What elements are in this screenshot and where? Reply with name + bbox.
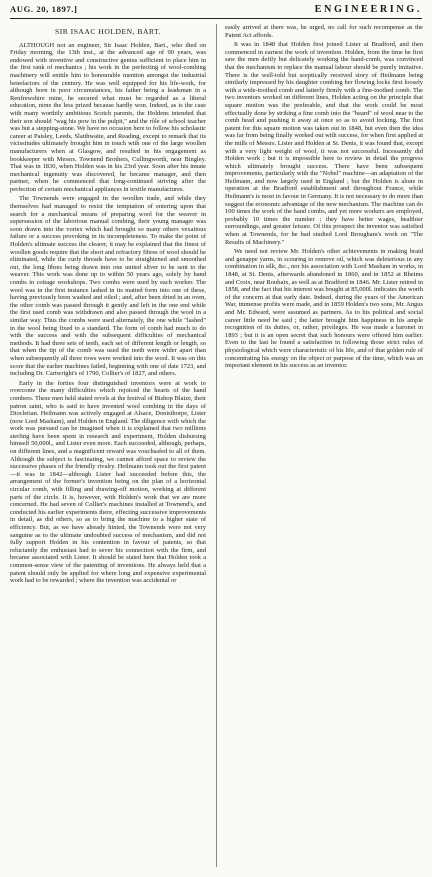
- page-header: [10, 4, 422, 18]
- column-divider: [216, 24, 217, 867]
- paragraph: The Townends were engaged in the woollen trade, and while they themselves had managed to resist the temptation of entering upon that search for a mechanical means of preparing wool for the weaver in supersession of the laborious manual combing, their young manager was soon drawn into the vortex which had brought so many others vexatious failure or a success provoking in its incompleteness. To make the point of Holden's ultimate success the clearer, it may be explained that the finest of woollen goods require that the short and refractory fibres of wool should be eliminated, while the curly threads have to be straightened and smoothed out, the long fibres being drawn into one united sliver to be sent to the weaver. This work was done up to within 50 years ago, solely by hand combs in cottage workshops. Two combs were used by each worker. The wool was in the first instance lashed in its matted form into one of these, having previously been washed and oiled ; and, after been dried in an oven, the other comb was passed through it gently and left in the one end while the first used comb was withdrawn and also passed through the wool in a similar way. Thus the combs were used alternately, the one while "lashed" in the wool being fixed to a standard. The form of comb had much to do with the success and with the subsequent difficulties of mechanical methods. It had three sets of teeth, each set of different length or length, so that when the tip of the comb was used the teeth were wider apart than when subsequently all three rows were worked into the wool. It was on this score that the earlier machines failed, beginning with one of date 1723, and including Dr. Cartwright's of 1790, Collier's of 1827, and others.: [10, 195, 206, 378]
- left-column: [10, 24, 206, 587]
- paragraph: It was in 1848 that Holden first joined Lister at Bradford, and then commenced in earnest the work of invention. Holden, from the time he first saw the men deftly but delicately working the hand-comb, was convinced that the mechanism to replace the manual labour should be purely imitative. There is the well-told but sceptically received story of Heilmann being similarly impressed by his daughter combing her flowing locks first loosely with a wide-toothed comb and latterly firmly with a fine-toothed comb. The two inventors worked on different lines, Holden acting on the principle that square motion was the preferable, and that the work could be most effectually done by striking a fine comb into the "beard" of wool near to the comb head and pushing it away at once so as to avoid locking. The first patent for this square motion was taken out in 1848, but even then the idea was far from being finally worked out with success, for when first applied at the mills of Messrs. Lister and Holden at St. Denis, it was found that, except with a very light weight of wool, it was not successful. Incessantly did Holden work ; but it is impossible here to review in detail the progress which ultimately brought success. There have been subsequent improvements, particularly with the "Nobel" machine—an adaptation of the Heilmann, and now largely used in England ; but the Holden is alone in operation at the Bradford establishment and throughout France, while Heilmann's is most in favour in Germany. It is not necessary to do more than suggest the economic advantage of the new mechanism. The machine can do 100 times the work of the hand combs, and yet more workers are employed, probably 10 times the number ; they have better wages, healthier surroundings, and greater leisure. Of this prospect the inventor was satisfied when at Townends, for he had studied Lord Brougham's work on "The Results of Machinery.": [225, 41, 423, 246]
- right-column: [225, 24, 423, 372]
- header-rule: [10, 18, 422, 19]
- paragraph: We need not review Mr. Holden's other achievements in making braid and genappe yarns, in scouring to remove oil, which was deleterious in any combination in silk, &c., nor his association with Lord Masham in works, in 1848, at St. Denis, afterwards abandoned in 1860, and in 1852 at Rheims and Croix, near Roubaix, as well as at Bradford in 1846. Mr. Lister retired in 1858, and the fact that his interest was bought at 85,000l. indicates the worth of the concern at that early date. Indeed, during the years of the American War, immense profits were made, and in 1859 Holden's two sons, Mr. Angus and Mr. Edward, were assumed as partners. As to his political and social career little need be said ; the latter brought him happiness in his ample recognition of its duties, or, rather, privileges. He was made a baronet in 1893 ; but it is an open secret that such honours were offered him earlier. Even to the last he found a satisfaction in following those strict rules of physiological which were characteristic of his life, and of that golden rule of concentrating his energy on the object or purpose of the time, which was an important element in his success as an inventor.: [225, 248, 423, 370]
- paragraph: easily arrived at there was, he urged, no call for such recompense as the Patent Act affords.: [225, 24, 423, 39]
- publication-title: ENGINEERING.: [314, 4, 422, 15]
- article-title: SIR ISAAC HOLDEN, BART.: [54, 27, 162, 36]
- paragraph: ALTHOUGH not an engineer, Sir Isaac Holden, Bart., who died on Friday morning, the 13th inst., at the advanced age of 90 years, was endowed with inventive and constructive genius sufficient to place him in the first rank of mechanics ; his work in the perfecting of wool-combing machinery will entitle him to honourable mention amongst the industrial benefactors of the century. He was well equipped for his life-work, for although born in poor circumstances, his father being a leadsman in a Renfrewshire mine, he secured what must be regarded as a liberal education, none the less prized because hardly won. Indeed, as is the case with many worthily ambitious Scotch parents, the Holdens intended that their son should "wag his pow in the pulpit," and the rôle of school teacher was but a stepping-stone. We have no occasion here to follow his scholastic career at Paisley, Leeds, Slaithwaite, and Reading, except to remark that its vicissitudes ultimately brought him in touch with one of the large woollen manufacturers when at Glasgow, and resulted in his engagement as bookkeeper with Messrs. Townend Brothers, Cullingworth, near Bingley. That was in 1830, when Holden was in his 23rd year. Soon after his innate mechanical ingenuity was discovered, he became manager, and then partner, when he commenced that long-continued striving after the perfection of certain mechanical appliances in textile manufactures.: [10, 41, 206, 193]
- paragraph: Early in the forties four distinguished inventors were at work to overcome the many difficulties which rejoiced the hearts of the hand combers. These men held stated revels at the festival of Bishop Blaize, their patron saint, who is said to have invented wool combing in the days of Diocletian. Heilmann was actively engaged at Alsace, Donisthorpe, Lister (now Lord Masham), and Holden in England. The diligence with which the work was pursued can be imagined when it is explained that two millions sterling have been spent in research and experiment, Holden disbursing himself 50,000l., and Lister even more. Each succeeded, although, perhaps, on different lines, and a magnificent reward was vouchsafed to all of them. Although the subject is fascinating, we cannot afford space to review the successive phases of the friendly rivalry. Heilmann took out the first patent—it was in 1842—although Lister had succeeded before this, the arrangement of the former's invention being on the plan of a horizontal circular comb, with filling and drawing-off motion, working at different parts of the circle. It is, however, with Holden's work that we are more concerned. He had seven of Collier's machines installed at Townend's, and conducted his earlier experiments there, effecting successive improvements in detail, as did others, so as to bring the machine to a higher state of efficiency. But, as we have already hinted, the Townends were not very sanguine as to the ultimate undoubted success of mechanism, and did not fully support Holden in his contention in favour of patents, so that reluctantly the enthusiast had to sever his connection with the firm, and became associated with Lister. It should be stated here that Holden took a common-sense view of the patenting of inventions. He always held that a patent should only be applied for where long and expensive experimental work had to be rewarded ; where the invention was accidental or: [10, 379, 206, 585]
- issue-date: AUG. 20, 1897.]: [10, 4, 78, 14]
